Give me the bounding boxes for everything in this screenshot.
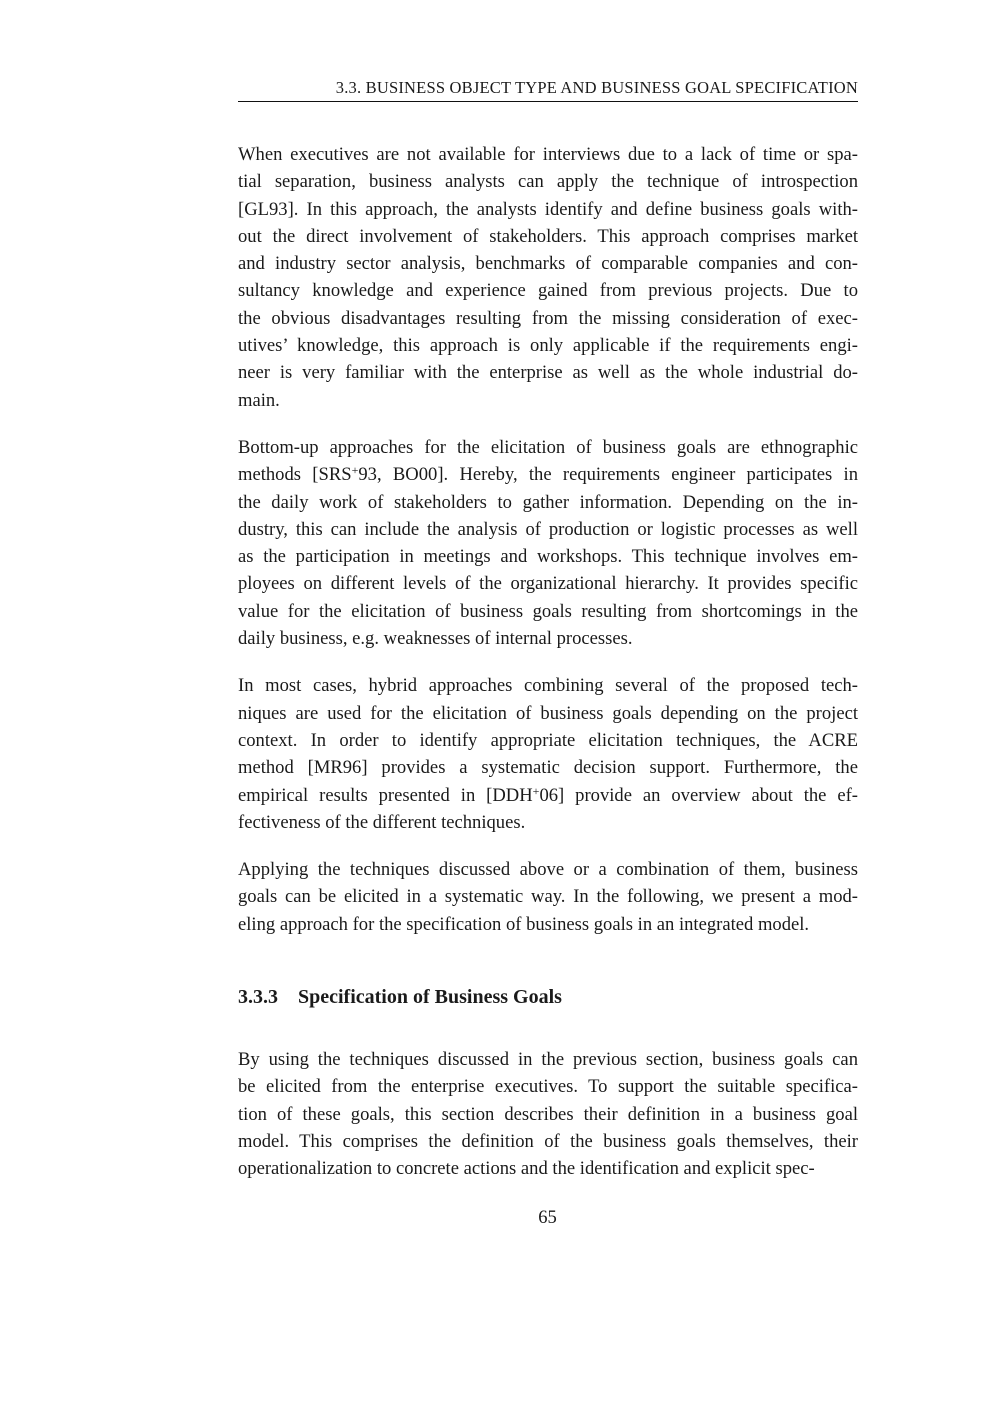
text-line: eling approach for the specification of business goals in an integrated model. [238, 913, 810, 935]
text-line: In most cases, hybrid approaches combining several of the proposed tech- [238, 675, 858, 697]
text-line: goals can be elicited in a systematic way. In the following, we present a mod- [238, 886, 858, 908]
text-line: the daily work of stakeholders to gather information. Depending on the in- [238, 491, 858, 513]
text-line: be elicited from the enterprise executives. To support the suitable specifica- [238, 1076, 858, 1098]
section-body-text [238, 1046, 858, 1202]
text-line: main. [238, 389, 280, 411]
section-number: 3.3.3 [238, 986, 278, 1008]
superscript: + [532, 783, 540, 798]
text-line: methods [SRS+93, BO00]. Hereby, the requirements engineer participates in [238, 463, 858, 486]
text-line: operationalization to concrete actions and the identification and explicit spec- [238, 1158, 815, 1180]
text-line: dustry, this can include the analysis of production or logistic processes as well [238, 518, 858, 540]
text-line: model. This comprises the definition of the business goals themselves, their [238, 1130, 858, 1152]
text-line: out the direct involvement of stakeholders. This approach comprises market [238, 225, 858, 247]
running-header: 3.3. BUSINESS OBJECT TYPE AND BUSINESS GOAL SPECIFICATION [238, 78, 858, 102]
text-line: ployees on different levels of the organizational hierarchy. It provides specific [238, 573, 858, 595]
text-line: Applying the techniques discussed above or a combination of them, business [238, 859, 858, 881]
text-line: daily business, e.g. weaknesses of internal processes. [238, 628, 633, 650]
text-line: tial separation, business analysts can apply the technique of introspection [238, 171, 858, 193]
text-line: When executives are not available for interviews due to a lack of time or spa- [238, 144, 858, 165]
paragraph [238, 672, 858, 836]
text-line: utives’ knowledge, this approach is only applicable if the requirements engi- [238, 335, 858, 357]
text-line: value for the elicitation of business goals resulting from shortcomings in the [238, 600, 858, 622]
body-text [238, 141, 858, 958]
paragraph [238, 141, 858, 414]
text-line: method [MR96] provides a systematic decision support. Furthermore, the [238, 757, 858, 779]
paragraph [238, 434, 858, 652]
section-heading [238, 986, 562, 1009]
text-line: niques are used for the elicitation of business goals depending on the project [238, 702, 858, 724]
text-line: Bottom-up approaches for the elicitation of business goals are ethnographic [238, 436, 858, 458]
text-line: tion of these goals, this section describes their definition in a business goal [238, 1103, 858, 1125]
text-line: sultancy knowledge and experience gained from previous projects. Due to [238, 280, 858, 302]
text-line: the obvious disadvantages resulting from the missing consideration of exec- [238, 307, 858, 329]
text-line: neer is very familiar with the enterprise as well as the whole industrial do- [238, 362, 858, 384]
text-line: By using the techniques discussed in the previous section, business goals can [238, 1049, 858, 1070]
text-line: and industry sector analysis, benchmarks of comparable companies and con- [238, 253, 858, 275]
text-line: [GL93]. In this approach, the analysts identify and define business goals with- [238, 198, 858, 220]
paragraph [238, 1046, 858, 1182]
section-title: Specification of Business Goals [298, 986, 562, 1008]
text-line: fectiveness of the different techniques. [238, 811, 526, 833]
text-line: empirical results presented in [DDH+06] provide an overview about the ef- [238, 783, 858, 806]
page-number: 65 [538, 1207, 557, 1228]
text-line: as the participation in meetings and workshops. This technique involves em- [238, 546, 858, 568]
superscript: + [351, 463, 359, 478]
text-line: context. In order to identify appropriate elicitation techniques, the ACRE [238, 729, 858, 751]
paragraph [238, 856, 858, 938]
